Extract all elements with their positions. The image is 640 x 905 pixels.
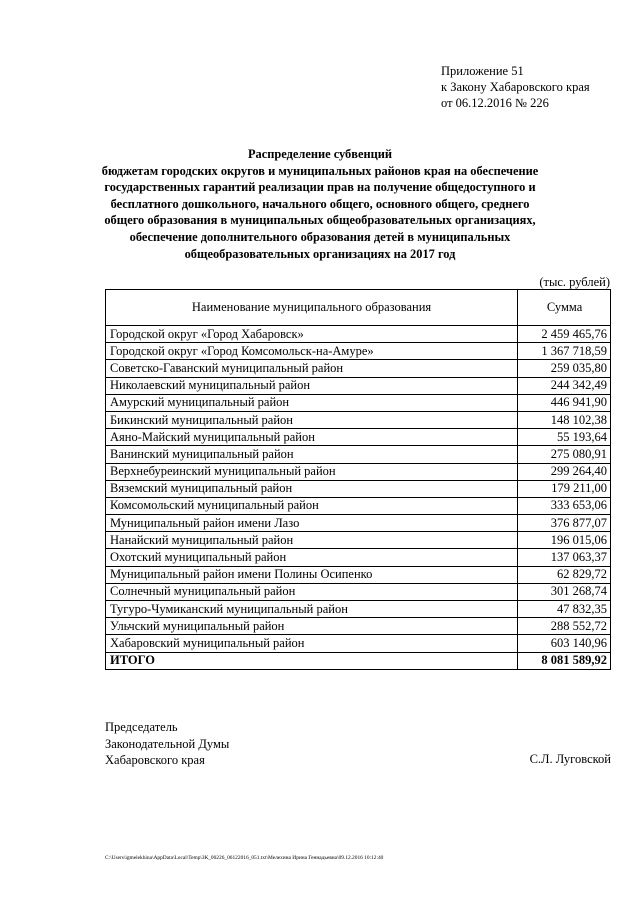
annex-date: от 06.12.2016 № 226: [441, 96, 549, 110]
subvention-table: [105, 289, 611, 670]
table-row: [106, 497, 611, 514]
row-name: Советско-Гаванский муниципальный район: [106, 360, 518, 377]
table-row: [106, 618, 611, 635]
row-sum: 259 035,80: [518, 360, 611, 377]
row-sum: 62 829,72: [518, 566, 611, 583]
signatory-name: С.Л. Луговской: [529, 752, 611, 766]
row-name: Комсомольский муниципальный район: [106, 497, 518, 514]
header-sum: Сумма: [518, 290, 611, 326]
units-label: (тыс. рублей): [539, 275, 610, 289]
row-sum: 47 832,35: [518, 601, 611, 618]
title-line: общеобразовательных организациях на 2017 год: [184, 246, 456, 261]
table-row: [106, 601, 611, 618]
row-sum: 288 552,72: [518, 618, 611, 635]
annex-law: к Закону Хабаровского края: [441, 80, 590, 94]
table-row: [106, 343, 611, 360]
row-name: Тугуро-Чумиканский муниципальный район: [106, 601, 518, 618]
table-row: [106, 515, 611, 532]
title-line: обеспечение дополнительного образования детей в муниципальных: [129, 229, 511, 244]
row-name: Нанайский муниципальный район: [106, 532, 518, 549]
signature-title-1: Председатель: [105, 720, 178, 734]
row-sum: 196 015,06: [518, 532, 611, 549]
total-label: ИТОГО: [106, 652, 518, 669]
row-sum: 55 193,64: [518, 429, 611, 446]
row-sum: 137 063,37: [518, 549, 611, 566]
file-path-footer: C:\Users\igmelekhina\AppData\Local\Temp\ЗК_00226_06122016_051.txt\Мелехина Ирина Геннадьевна\09.12.2016 10:12:40: [105, 855, 384, 861]
title-line: Распределение субвенций: [247, 147, 393, 161]
title-line: государственных гарантий реализации прав на получение общедоступного и: [104, 180, 536, 195]
total-sum: 8 081 589,92: [518, 652, 611, 669]
table-row: [106, 326, 611, 343]
row-name: Ульчский муниципальный район: [106, 618, 518, 635]
row-name: Аяно-Майский муниципальный район: [106, 429, 518, 446]
table-row: [106, 411, 611, 428]
title-line: бесплатного дошкольного, начального общего, основного общего, среднего: [110, 196, 530, 211]
row-sum: 301 268,74: [518, 583, 611, 600]
annex-reference: [441, 63, 590, 111]
row-sum: 333 653,06: [518, 497, 611, 514]
row-sum: 376 877,07: [518, 515, 611, 532]
title-line: бюджетам городских округов и муниципальных районов края на обеспечение: [101, 163, 539, 178]
row-sum: 244 342,49: [518, 377, 611, 394]
table-row: [106, 360, 611, 377]
table-row: [106, 394, 611, 411]
table-row: [106, 429, 611, 446]
table-total-row: [106, 652, 611, 669]
row-sum: 1 367 718,59: [518, 343, 611, 360]
table-row: [106, 480, 611, 497]
row-name: Охотский муниципальный район: [106, 549, 518, 566]
table-row: [106, 463, 611, 480]
table-row: [106, 377, 611, 394]
row-name: Николаевский муниципальный район: [106, 377, 518, 394]
table-row: [106, 549, 611, 566]
table-header-row: [106, 290, 611, 326]
header-name: Наименование муниципального образования: [106, 290, 518, 326]
table-row: [106, 446, 611, 463]
row-name: Муниципальный район имени Лазо: [106, 515, 518, 532]
row-sum: 148 102,38: [518, 411, 611, 428]
row-sum: 446 941,90: [518, 394, 611, 411]
row-name: Бикинский муниципальный район: [106, 411, 518, 428]
signature-block: [105, 719, 229, 769]
row-name: Верхнебуреинский муниципальный район: [106, 463, 518, 480]
row-sum: 603 140,96: [518, 635, 611, 652]
row-name: Ванинский муниципальный район: [106, 446, 518, 463]
row-sum: 2 459 465,76: [518, 326, 611, 343]
row-name: Муниципальный район имени Полины Осипенко: [106, 566, 518, 583]
row-sum: 299 264,40: [518, 463, 611, 480]
document-title: [96, 146, 544, 262]
row-sum: 179 211,00: [518, 480, 611, 497]
row-name: Хабаровский муниципальный район: [106, 635, 518, 652]
title-line: общего образования в муниципальных общеобразовательных организациях,: [104, 213, 536, 228]
row-name: Городской округ «Город Комсомольск-на-Амуре»: [106, 343, 518, 360]
signature-title-2: Законодательной Думы: [105, 736, 230, 751]
row-name: Городской округ «Город Хабаровск»: [106, 326, 518, 343]
table-row: [106, 532, 611, 549]
row-sum: 275 080,91: [518, 446, 611, 463]
row-name: Солнечный муниципальный район: [106, 583, 518, 600]
table-row: [106, 583, 611, 600]
table-row: [106, 635, 611, 652]
row-name: Вяземский муниципальный район: [106, 480, 518, 497]
table-row: [106, 566, 611, 583]
annex-number: Приложение 51: [441, 64, 524, 78]
row-name: Амурский муниципальный район: [106, 394, 518, 411]
signature-title-3: Хабаровского края: [105, 753, 205, 767]
